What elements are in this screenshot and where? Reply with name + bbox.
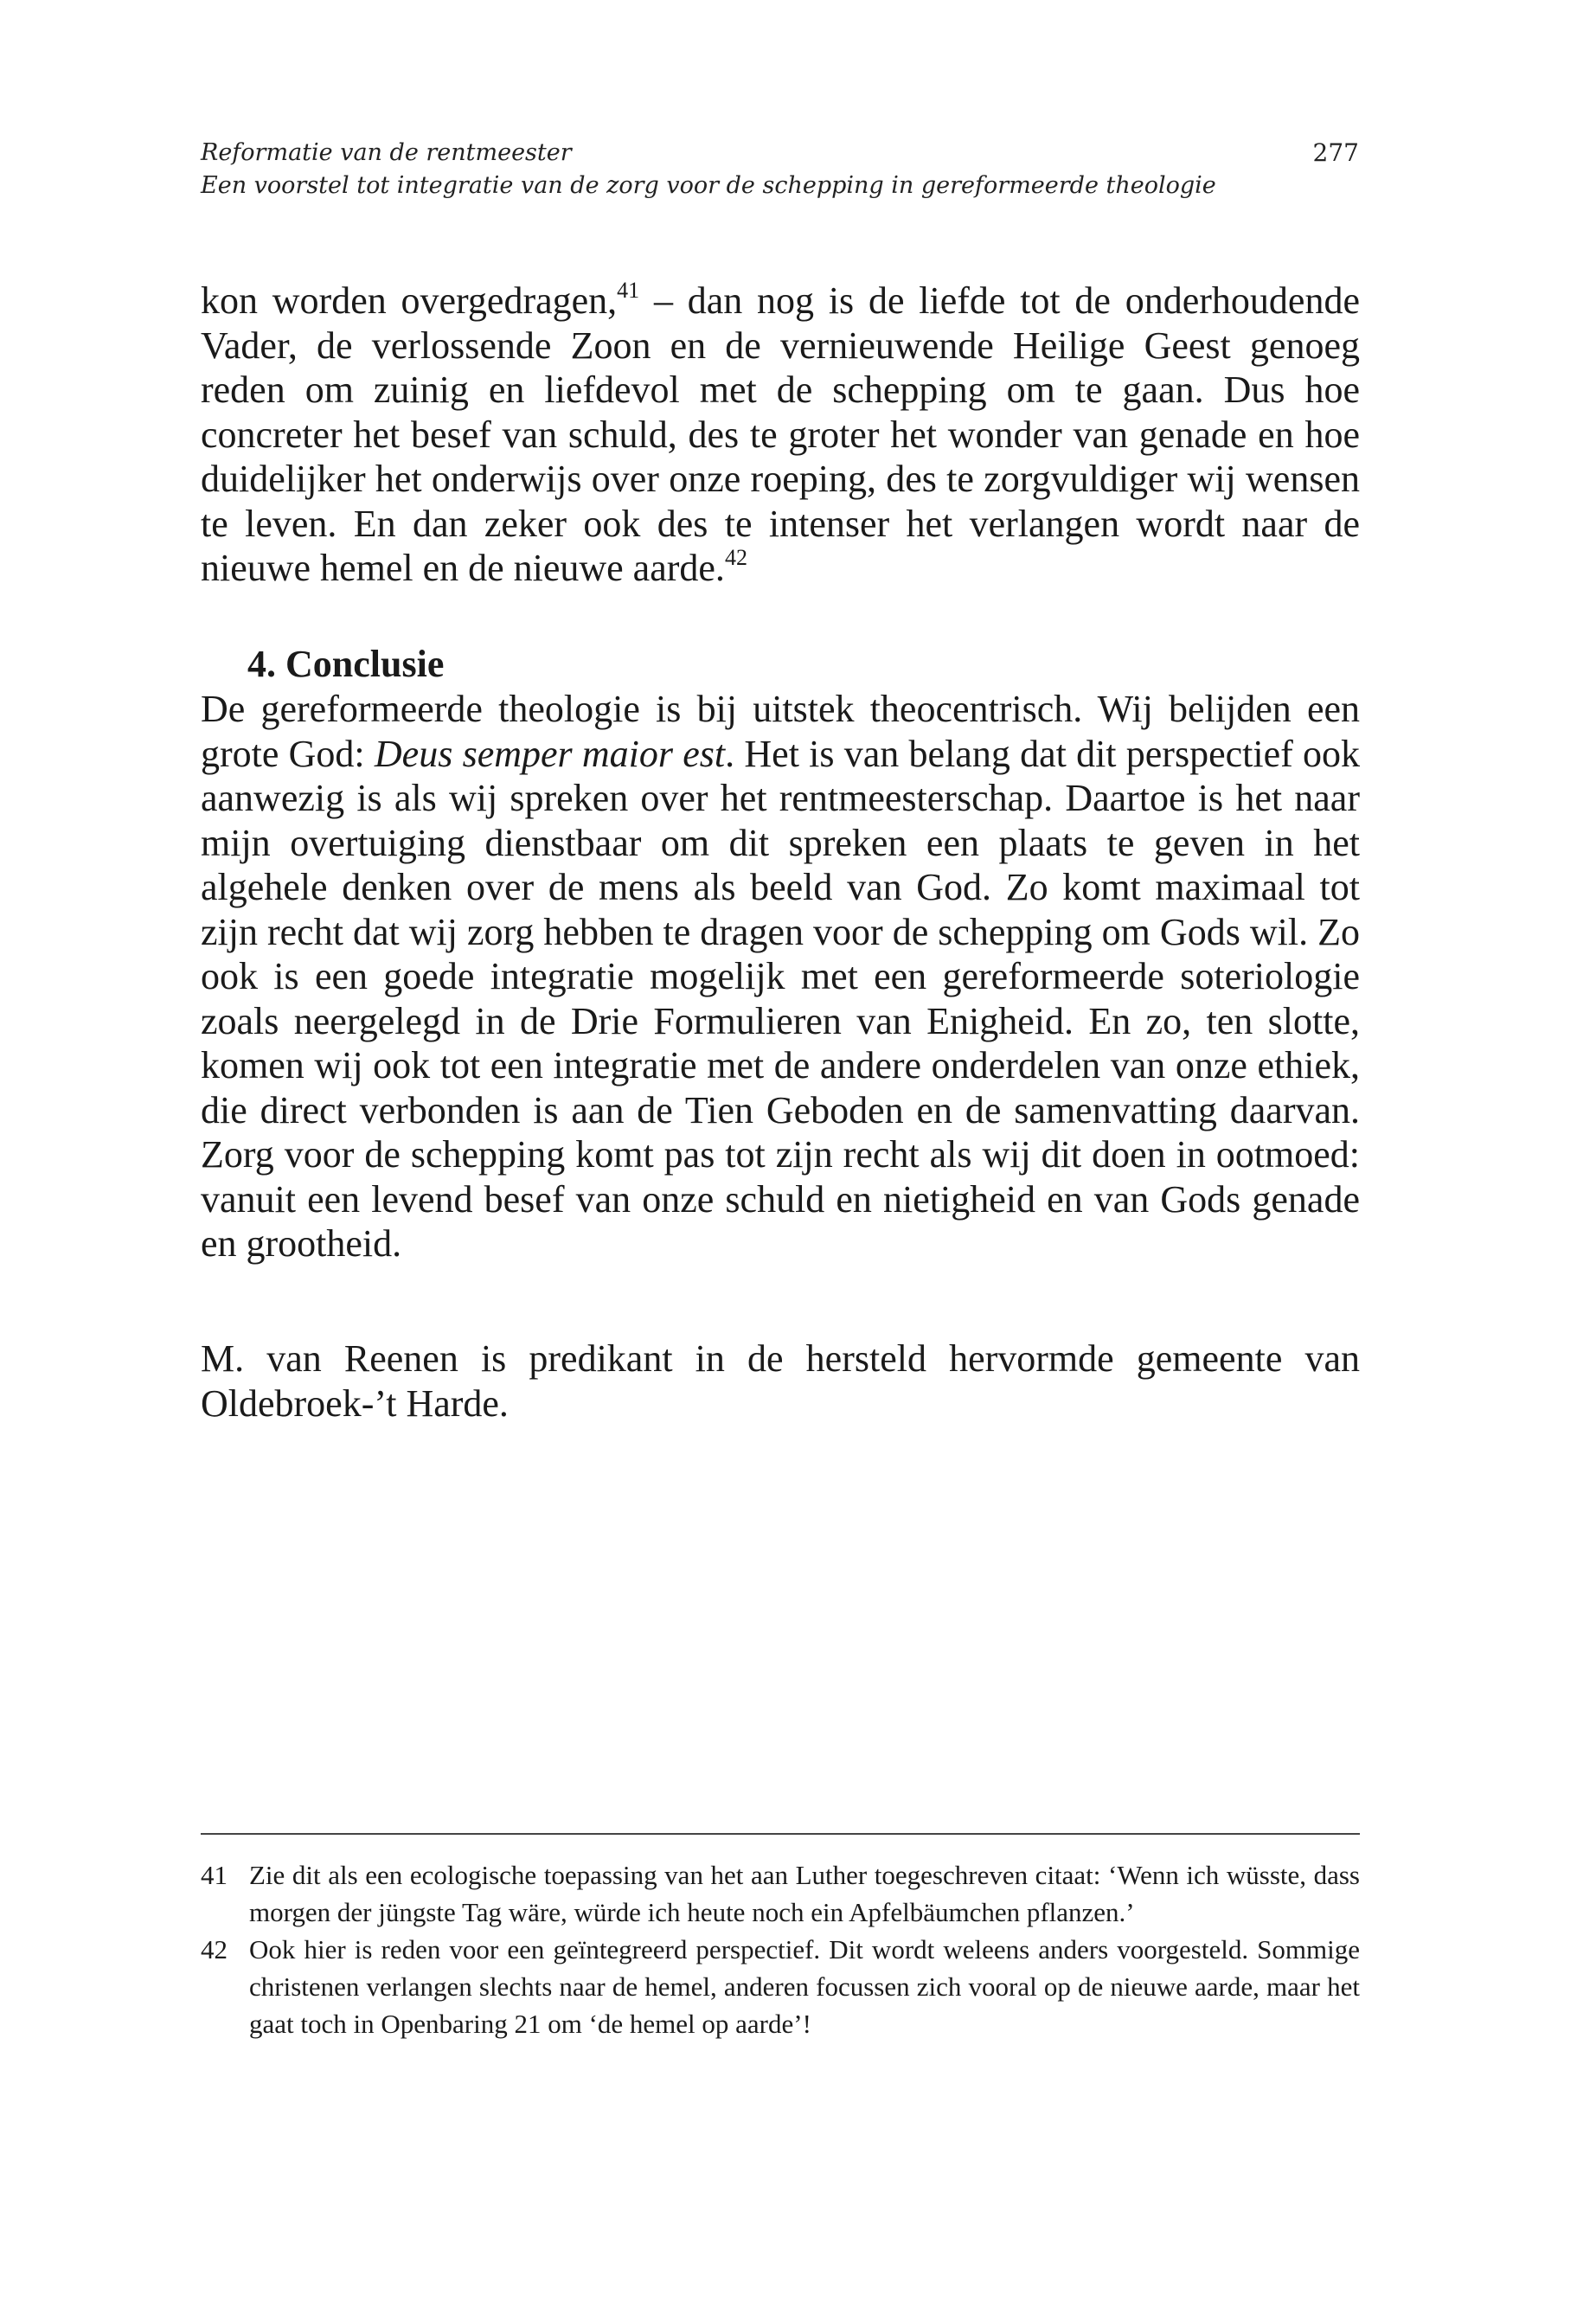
running-header xyxy=(201,137,1360,202)
paragraph-2-text-end: . Het is van belang dat dit perspectief ook aanwezig is als wij spreken over het rentmeesterschap. Daartoe is het naar mijn overtuiging dienstbaar om dit spreken een plaats te geven in het algehele denken over de mens als beeld van God. Zo komt maximaal tot zijn recht dat wij zorg hebben te dragen voor de schepping om Gods wil. Zo ook is een goede integratie mogelijk met een gereformeerde soteriologie zoals neergelegd in de Drie Formulieren van Enigheid. En zo, ten slotte, komen wij ook tot een integratie met de andere onderdelen van onze ethiek, die direct verbonden is aan de Tien Geboden en de samenvatting daarvan. Zorg voor de schepping komt pas tot zijn recht als wij dit doen in ootmoed: vanuit een levend besef van onze schuld en nietigheid en van Gods genade en grootheid. xyxy=(201,732,1361,1265)
footnote-text: Ook hier is reden voor een geïntegreerd perspectief. Dit wordt weleens anders voorgesteld. Sommige christenen verlangen slechts naar de hemel, anderen focussen zich vooral op de nieuwe aarde, maar het gaat toch in Openbaring 21 om ‘de hemel op aarde’! xyxy=(249,1934,1360,2039)
running-header-title: Reformatie van de rentmeester xyxy=(201,139,572,166)
footnote-number: 41 xyxy=(201,1860,228,1890)
running-header-subtitle: Een voorstel tot integratie van de zorg voor de schepping in gereformeerde theologie xyxy=(201,172,1216,199)
footnote-text: Zie dit als een ecologische toepassing van het aan Luther toegeschreven citaat: ‘Wenn ich wüsste, dass morgen der jüngste Tag wäre, würde ich heute noch ein Apfelbäumchen pflanzen.’ xyxy=(249,1860,1360,1927)
paragraph-1-text-start: kon worden overgedragen, xyxy=(201,279,618,322)
footnote-41 xyxy=(201,1856,1360,1931)
body-paragraph-1 xyxy=(201,279,1360,591)
footnote-divider xyxy=(201,1833,1360,1835)
footnote-ref-41[interactable]: 41 xyxy=(617,278,640,303)
body-paragraph-2 xyxy=(201,687,1360,1266)
author-note: M. van Reenen is predikant in de hersteld hervormde gemeente van Oldebroek-’t Harde. xyxy=(201,1337,1360,1425)
footnotes xyxy=(201,1856,1360,2042)
latin-phrase: Deus semper maior est xyxy=(374,732,726,775)
section-heading: 4. Conclusie xyxy=(247,643,445,685)
paragraph-2-text-start: De gereformeerde theologie is bij uitstek theocentrisch. Wij belijden een grote God: xyxy=(201,688,1360,775)
footnote-ref-42[interactable]: 42 xyxy=(724,545,747,570)
footnote-42 xyxy=(201,1931,1360,2042)
footnote-number: 42 xyxy=(201,1934,228,1965)
page-number: 277 xyxy=(1312,138,1359,167)
paragraph-1-text-end: – dan nog is de liefde tot de onderhoudende Vader, de verlossende Zoon en de vernieuwende Heilige Geest genoeg reden om zuinig en liefdevol met de schepping om te gaan. Dus hoe concreter het besef van schuld, des te groter het wonder van genade en hoe duidelijker het onderwijs over onze roeping, des te zorgvuldiger wij wensen te leven. En dan zeker ook des te intenser het verlangen wordt naar de nieuwe hemel en de nieuwe aarde. xyxy=(201,279,1360,589)
